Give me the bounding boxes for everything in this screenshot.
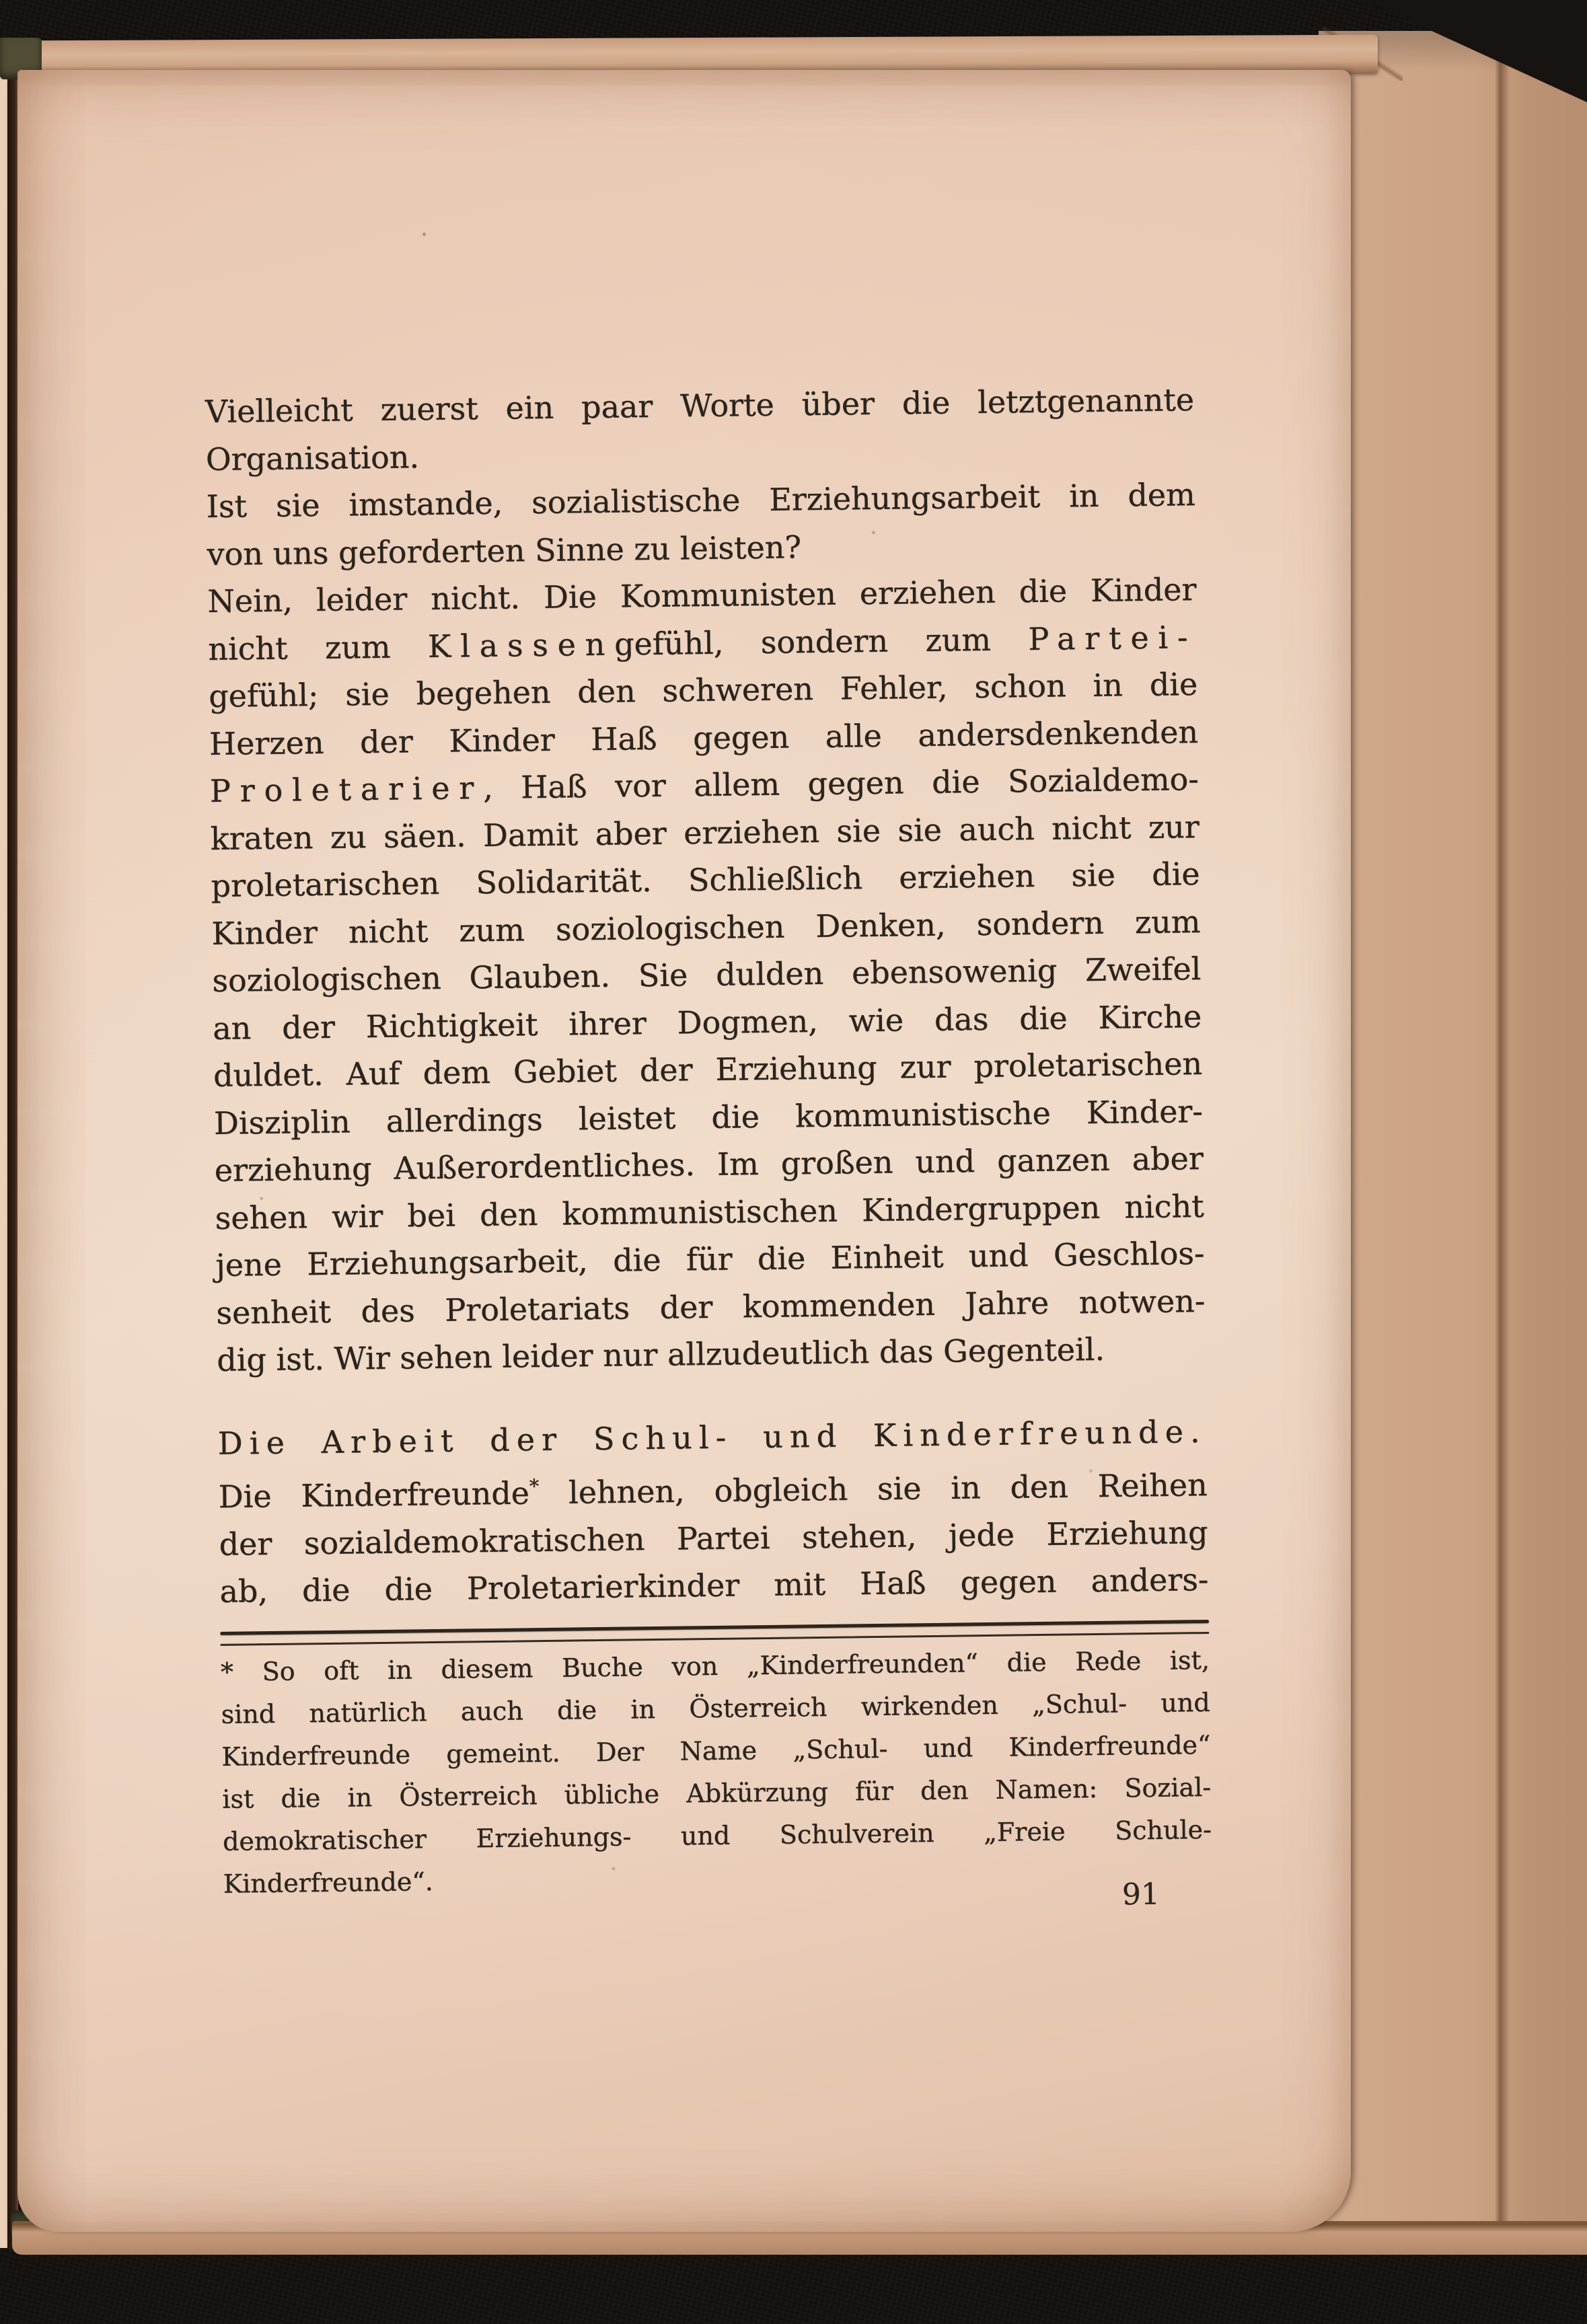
text-segment: kraten zu säen. Damit aber erziehen sie sie auch nicht zur (210, 808, 1200, 857)
text-segment: Ist sie imstande, sozialistische Erziehungsarbeit in dem (206, 476, 1196, 525)
printed-text-block (205, 376, 1212, 1906)
paragraph (207, 566, 1206, 1384)
text-segment: lehnen, obgleich sie in den Reihen (538, 1466, 1208, 1511)
text-segment: demokratischer Erziehungs- und Schulverein „Freie Schule- (222, 1814, 1212, 1857)
emphasized-text: Proletarier (209, 770, 484, 810)
text-segment: nicht zum (208, 628, 429, 667)
text-segment: Nein, leider nicht. Die Kommunisten erziehen die Kinder (207, 571, 1197, 620)
text-segment: sehen wir bei den kommunistischen Kindergruppen nicht (215, 1187, 1204, 1236)
text-segment: , Haß vor allem gegen die Sozialdemo- (482, 761, 1200, 807)
emphasized-text: Partei- (1028, 618, 1197, 657)
emphasized-text: Klassen (427, 626, 615, 665)
text-segment: Herzen der Kinder Haß gegen alle andersdenkenden (209, 713, 1199, 762)
scanned-page (17, 70, 1351, 2232)
text-segment: * (529, 1475, 540, 1498)
text-segment: dig ist. Wir sehen leider nur allzudeutlich das Gegenteil. (216, 1330, 1105, 1378)
text-segment: erziehung Außerordentliches. Im großen und ganzen aber (214, 1140, 1204, 1189)
text-segment: ist die in Österreich übliche Abkürzung für den Namen: Sozial- (222, 1772, 1212, 1814)
underlying-page-block (1319, 31, 1587, 2251)
paragraph (205, 376, 1195, 483)
text-segment: proletarischen Solidarität. Schließlich erziehen sie die (211, 856, 1200, 904)
text-segment: senheit des Proletariats der kommenden Jahre notwen- (216, 1282, 1206, 1331)
text-segment: jene Erziehungsarbeit, die für die Einheit und Geschlos- (215, 1235, 1205, 1283)
text-segment: Kinderfreunde gemeint. Der Name „Schul- und Kinderfreunde“ (221, 1729, 1211, 1772)
text-segment: Kinderfreunde“. (223, 1866, 434, 1899)
text-segment: von uns geforderten Sinne zu leisten? (207, 528, 802, 572)
text-segment: gefühl; sie begehen den schweren Fehler, schon in die (208, 666, 1198, 715)
text-segment: Die Kinderfreunde (218, 1474, 530, 1515)
text-segment: duldet. Auf dem Gebiet der Erziehung zur proletarischen (213, 1045, 1203, 1094)
book-gutter-shadow (7, 62, 18, 2249)
text-segment: der sozialdemokratischen Partei stehen, jede Erziehung (219, 1513, 1208, 1563)
paragraph (206, 471, 1196, 578)
text-segment: gefühl, sondern zum (614, 620, 1029, 663)
text-segment: an der Richtigkeit ihrer Dogmen, wie das die Kirche (212, 998, 1202, 1047)
text-segment: Disziplin allerdings leistet die kommunistische Kinder- (213, 1092, 1204, 1141)
text-segment: Vielleicht zuerst ein paar Worte über die letztgenannte (205, 381, 1195, 430)
text-segment: Kinder nicht zum soziologischen Denken, sondern zum (211, 903, 1201, 952)
footnote-rule-line (220, 1620, 1209, 1635)
footnote (221, 1639, 1213, 1906)
text-segment: sind natürlich auch die in Österreich wirkenden „Schul- und (221, 1687, 1210, 1729)
page-number: 91 (1121, 1877, 1160, 1912)
emphasized-text: Die Arbeit der Schul- und Kinderfreunde. (217, 1413, 1208, 1462)
text-segment: * So oft in diesem Buche von „Kinderfreunden“ die Rede ist, (220, 1645, 1210, 1687)
text-segment: Organisation. (205, 438, 420, 478)
text-segment: ab, die die Proletarierkinder mit Haß gegen anders- (219, 1561, 1209, 1610)
text-segment: soziologischen Glauben. Sie dulden ebensowenig Zweifel (212, 950, 1202, 999)
paragraph (218, 1455, 1209, 1616)
